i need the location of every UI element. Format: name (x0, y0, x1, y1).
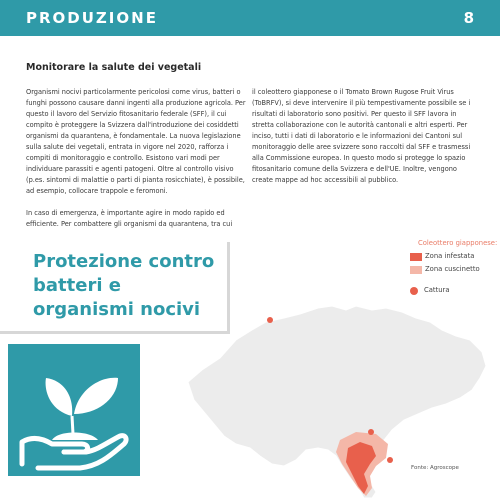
right-paragraph-1: il coleottero giapponese o il Tomato Brown Rugose Fruit Virus (ToBRFV), si deve intervenire il più tempestivamente possibile se i risultati di laboratorio sono positivi. Per questo il SFF lavora in stretta collaborazione con le autorità cantonali e altri esperti. Per inciso, tutti i dati di laboratorio e le informazioni dei Cantoni sul monitoraggio delle aree svizzere sono raccolti dal SFF e trasmessi alla Commissione europea. In questo modo si protegge lo spazio fitosanitario comune della Svizzera e dell'UE. Inoltre, vengono create mappe ad hoc accessibili al pubblico. (252, 88, 471, 184)
cattura-dot (410, 287, 418, 295)
page-number: 8 (463, 9, 474, 27)
right-column (252, 87, 477, 186)
cattura-point (387, 457, 393, 463)
left-paragraph-1: Organismi nocivi particolarmente pericolosi come virus, batteri o funghi possono causare danni ingenti alla produzione agricola. Per questo il lavoro del Servizio fitosanitario federale (SFF), il cui compito è proteggere la Svizzera dall'introduzione dei cosiddetti organismi da quarantena, è fondamentale. La nuova legislazione sulla salute dei vegetali, entrata in vigore nel 2020, rafforza i compiti di monitoraggio e controllo. Esistono vari modi per individuare parassiti e agenti patogeni. Oltre al controllo visivo (p.es. sintomi di malattie o parti di pianta rosicchiate), è possibile, ad esempio, collocare trappole e feromoni. (26, 88, 246, 195)
cattura-point (368, 429, 374, 435)
swatch-cuscinetto (410, 266, 422, 274)
source-credit: Fonte: Agroscope (411, 465, 459, 471)
hand-holding-plant-icon (8, 344, 140, 476)
section-title: PRODUZIONE (26, 9, 158, 27)
swatch-infestata (410, 253, 422, 261)
legend-item-infestata (418, 251, 498, 262)
left-paragraph-2: In caso di emergenza, è importante agire in modo rapido ed efficiente. Per combattere gli organismi da quarantena, tra cui (26, 209, 233, 228)
legend-label-cuscinetto: Zona cuscinetto (425, 265, 480, 273)
legend-item-cattura (418, 285, 498, 296)
legend-item-cuscinetto (418, 264, 498, 275)
legend-label-cattura: Cattura (424, 286, 450, 294)
cattura-point (267, 317, 273, 323)
legend-title: Coleottero giapponese: (418, 239, 498, 247)
section-heading: Monitorare la salute dei vegetali (26, 62, 202, 73)
page-header (0, 0, 500, 36)
map-legend (418, 238, 498, 296)
left-column (26, 87, 246, 230)
legend-label-infestata: Zona infestata (425, 252, 475, 260)
callout-title: Protezione contro batteri e organismi nocivi (33, 251, 215, 320)
